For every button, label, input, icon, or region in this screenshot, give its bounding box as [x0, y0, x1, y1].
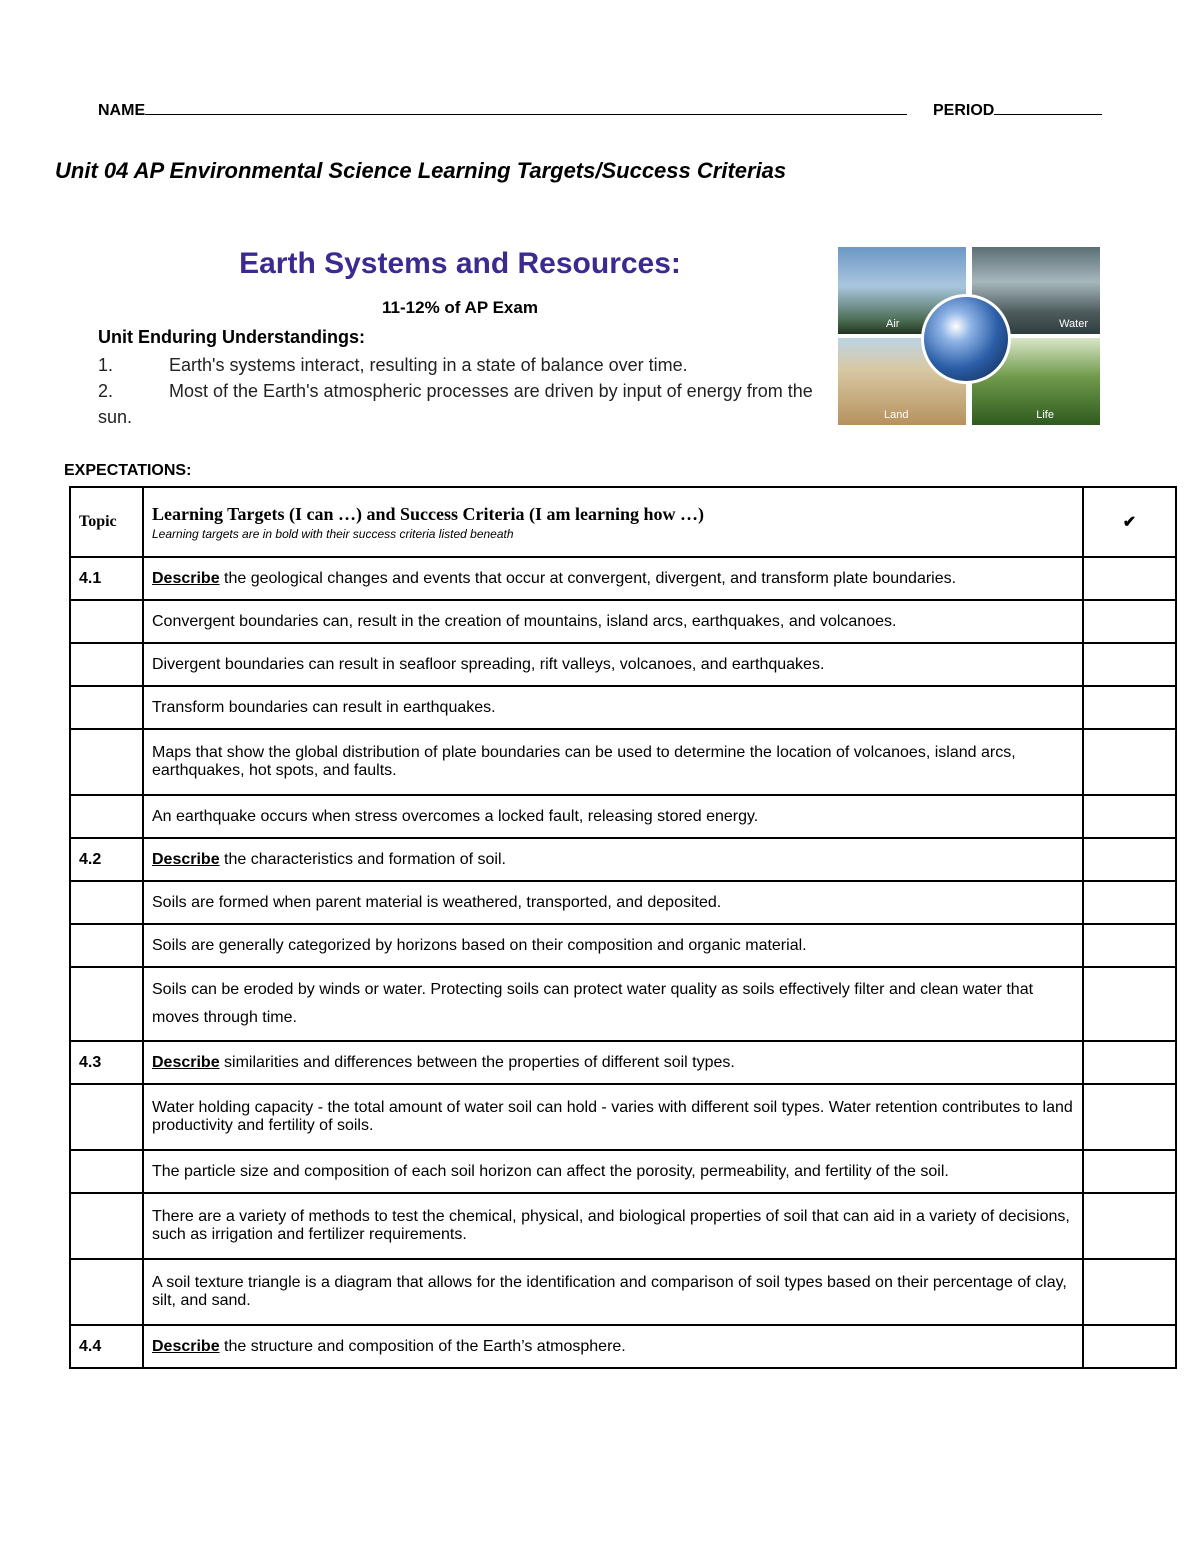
table-row — [70, 1084, 1176, 1150]
check-column-header — [1083, 487, 1176, 557]
target-verb: Describe — [152, 850, 220, 868]
topic-cell — [70, 1150, 143, 1193]
check-cell[interactable] — [1083, 838, 1176, 881]
land-label: Land — [884, 409, 909, 421]
table-row — [70, 1325, 1176, 1368]
table-row — [70, 729, 1176, 795]
table-row — [70, 1041, 1176, 1084]
target-cell — [143, 1041, 1083, 1084]
target-cell — [143, 557, 1083, 600]
learning-targets-header — [143, 487, 1083, 557]
topic-cell — [70, 795, 143, 838]
target-text: the characteristics and formation of soil. — [219, 850, 506, 868]
topic-cell — [70, 924, 143, 967]
topic-cell — [70, 881, 143, 924]
topic-cell — [70, 729, 143, 795]
learning-targets-header-title: Learning Targets (I can …) and Success Criteria (I am learning how …) — [152, 503, 704, 524]
criteria-cell: Water holding capacity - the total amount of water soil can hold - varies with different soil types. Water retention contributes to land productivity and fertility of soils. — [143, 1084, 1083, 1150]
criteria-cell: Maps that show the global distribution of plate boundaries can be used to determine the location of volcanoes, island arcs, earthquakes, hot spots, and faults. — [143, 729, 1083, 795]
topic-cell — [70, 686, 143, 729]
target-cell — [143, 1325, 1083, 1368]
period-blank[interactable] — [994, 100, 1102, 115]
check-cell[interactable] — [1083, 795, 1176, 838]
target-verb: Describe — [152, 569, 220, 587]
check-cell[interactable] — [1083, 1084, 1176, 1150]
target-text: similarities and differences between the properties of different soil types. — [219, 1053, 735, 1071]
learning-targets-table — [69, 486, 1177, 1369]
table-header-row — [70, 487, 1176, 557]
topic-cell — [70, 600, 143, 643]
table-row — [70, 557, 1176, 600]
check-cell[interactable] — [1083, 1193, 1176, 1259]
period-field[interactable] — [933, 100, 1102, 120]
understanding-text: Most of the Earth's atmospheric processes are driven by input of energy from the sun. — [98, 381, 813, 427]
criteria-cell: Soils are formed when parent material is weathered, transported, and deposited. — [143, 881, 1083, 924]
check-cell[interactable] — [1083, 1041, 1176, 1084]
criteria-cell: Convergent boundaries can, result in the creation of mountains, island arcs, earthquakes, and volcanoes. — [143, 600, 1083, 643]
name-field[interactable] — [98, 100, 907, 120]
criteria-cell: An earthquake occurs when stress overcomes a locked fault, releasing stored energy. — [143, 795, 1083, 838]
table-row — [70, 643, 1176, 686]
check-cell[interactable] — [1083, 967, 1176, 1041]
table-row — [70, 1150, 1176, 1193]
understanding-number: 1. — [98, 355, 114, 375]
topic-cell: 4.4 — [70, 1325, 143, 1368]
document-title: Unit 04 AP Environmental Science Learning Targets/Success Criterias — [55, 158, 787, 183]
checkmark-icon: ✔ — [1122, 514, 1137, 531]
criteria-cell: Soils are generally categorized by horizons based on their composition and organic material. — [143, 924, 1083, 967]
table-row — [70, 600, 1176, 643]
period-label: PERIOD — [933, 102, 995, 119]
table-row — [70, 1259, 1176, 1325]
understanding-item — [98, 352, 818, 378]
topic-cell — [70, 1193, 143, 1259]
learning-targets-header-note: Learning targets are in bold with their success criteria listed beneath — [152, 526, 514, 541]
globe-icon — [921, 294, 1011, 384]
target-text: the geological changes and events that occur at convergent, divergent, and transform plate boundaries. — [219, 569, 957, 587]
topic-cell — [70, 643, 143, 686]
understanding-text: Earth's systems interact, resulting in a state of balance over time. — [169, 355, 688, 375]
criteria-cell: Transform boundaries can result in earthquakes. — [143, 686, 1083, 729]
life-label: Life — [1036, 409, 1054, 421]
check-cell[interactable] — [1083, 600, 1176, 643]
target-text: the structure and composition of the Earth’s atmosphere. — [219, 1337, 626, 1355]
check-cell[interactable] — [1083, 729, 1176, 795]
topic-cell: 4.3 — [70, 1041, 143, 1084]
check-cell[interactable] — [1083, 1325, 1176, 1368]
check-cell[interactable] — [1083, 686, 1176, 729]
check-cell[interactable] — [1083, 924, 1176, 967]
understanding-number: 2. — [98, 381, 114, 401]
criteria-cell: Soils can be eroded by winds or water. Protecting soils can protect water quality as soils effectively filter and clean water that moves through time. — [143, 967, 1083, 1041]
target-verb: Describe — [152, 1337, 220, 1355]
criteria-cell: Divergent boundaries can result in seafloor spreading, rift valleys, volcanoes, and earthquakes. — [143, 643, 1083, 686]
unit-heading: Earth Systems and Resources: — [239, 247, 681, 280]
criteria-cell: The particle size and composition of each soil horizon can affect the porosity, permeability, and fertility of the soil. — [143, 1150, 1083, 1193]
earth-systems-image — [838, 247, 1100, 425]
criteria-cell: There are a variety of methods to test the chemical, physical, and biological properties of soil that can aid in a variety of decisions, such as irrigation and fertilizer requirements. — [143, 1193, 1083, 1259]
check-cell[interactable] — [1083, 557, 1176, 600]
check-cell[interactable] — [1083, 643, 1176, 686]
criteria-cell: A soil texture triangle is a diagram that allows for the identification and comparison of soil types based on their percentage of clay, silt, and sand. — [143, 1259, 1083, 1325]
understanding-item — [98, 378, 818, 430]
target-verb: Describe — [152, 1053, 220, 1071]
topic-header: Topic — [70, 487, 143, 557]
check-cell[interactable] — [1083, 1150, 1176, 1193]
topic-cell — [70, 967, 143, 1041]
expectations-label: EXPECTATIONS: — [64, 462, 192, 479]
check-cell[interactable] — [1083, 1259, 1176, 1325]
table-row — [70, 1193, 1176, 1259]
table-row — [70, 881, 1176, 924]
table-row — [70, 924, 1176, 967]
topic-cell — [70, 1084, 143, 1150]
check-cell[interactable] — [1083, 881, 1176, 924]
water-label: Water — [1059, 318, 1088, 330]
name-label: NAME — [98, 102, 146, 119]
table-row — [70, 795, 1176, 838]
table-row — [70, 838, 1176, 881]
exam-percent: 11-12% of AP Exam — [382, 298, 538, 317]
topic-cell: 4.2 — [70, 838, 143, 881]
topic-cell: 4.1 — [70, 557, 143, 600]
name-blank[interactable] — [145, 100, 907, 115]
enduring-heading: Unit Enduring Understandings: — [98, 327, 365, 347]
table-row — [70, 686, 1176, 729]
topic-cell — [70, 1259, 143, 1325]
table-row — [70, 967, 1176, 1041]
air-label: Air — [886, 318, 900, 330]
target-cell — [143, 838, 1083, 881]
